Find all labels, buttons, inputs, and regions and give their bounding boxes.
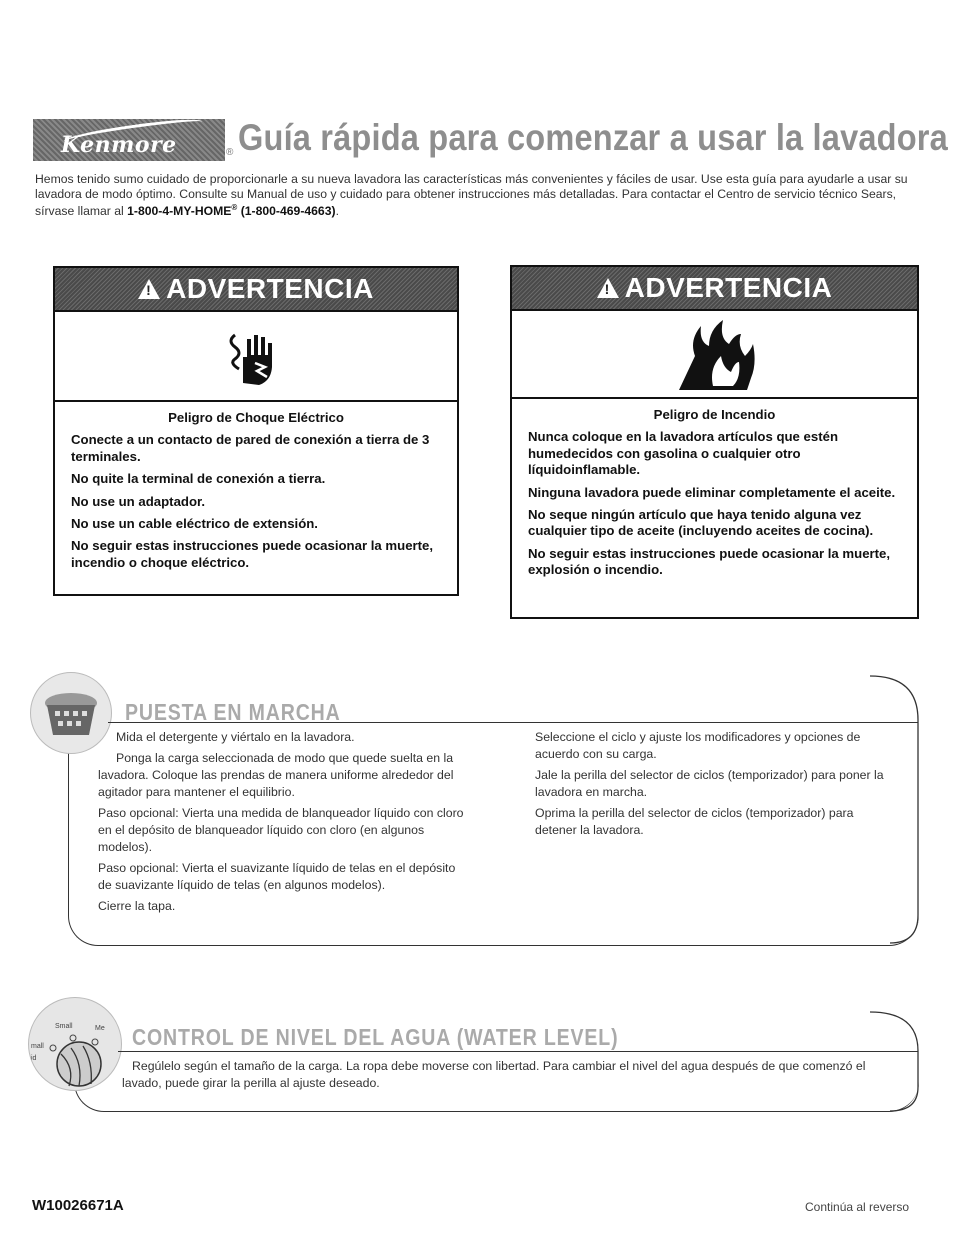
section-title-water: CONTROL DE NIVEL DEL AGUA (WATER LEVEL) [132,1024,619,1050]
intro-text: Hemos tenido sumo cuidado de proporcionarle a su nueva lavadora las características más convenientes y fáciles de usar. Use esta guía para ayudarle a usar su lavadora de modo óptimo. Consulte su Manual de uso y cuidado para obtener instrucciones más detalladas. Para contactar el Centro de servicio técnico Sears, sírvase llamar al [35,172,908,219]
electric-shock-hand-icon [55,310,457,402]
section-title-puesta: PUESTA EN MARCHA [125,699,341,725]
warning-line: No seguir estas instrucciones puede ocasionar la muerte, incendio o choque eléctrico. [71,538,434,570]
step-text: Paso opcional: Vierta una medida de blanqueador líquido con cloro en el depósito de blanqueador líquido con cloro (en algunos modelos). [98,806,464,854]
warning-triangle-icon [138,279,160,299]
intro-paragraph: Hemos tenido sumo cuidado de proporcionarle a su nueva lavadora las características más convenientes y fáciles de usar. Use esta guía para ayudarle a usar su lavadora de modo óptimo. Consulte su Manual de uso y cuidado para obtener instrucciones más detalladas. Para contactar el Centro de servicio técnico Sears, sírvase llamar al 1-800-4-MY-HOME® (1-800-469-4663). [35,172,908,219]
puesta-left-column [98,729,468,919]
kenmore-logo [33,119,225,161]
electric-shock-warning [53,266,459,596]
knob-label: mall [31,1043,44,1050]
warning-line: Conecte a un contacto de pared de conexión a tierra de 3 terminales. [71,432,430,464]
warning-line: No seque ningún artículo que haya tenido alguna vez cualquier tipo de aceite (incluyendo aceites de cocina). [528,507,874,539]
warning-line: No use un adaptador. [71,493,206,509]
warning-body [55,402,457,571]
warning-body [512,399,917,579]
knob-label: id [31,1055,37,1062]
step-text: Ponga la carga seleccionada de modo que quede suelta en la lavadora. Coloque las prendas de manera uniforme alrededor del agitador para mantener el equilibrio. [98,751,454,799]
warning-line: No use un cable eléctrico de extensión. [71,516,318,532]
logo-registered-mark: ® [226,147,234,158]
warning-heading: ! ADVERTENCIA [512,267,917,309]
knob-label: Me [95,1025,105,1032]
continue-note: Continúa al reverso [805,1200,910,1214]
water-level-knob-icon [28,997,122,1091]
fire-warning [510,265,919,619]
warning-subtitle: Peligro de Choque Eléctrico [168,410,344,425]
water-level-text: Regúlelo según el tamaño de la carga. La ropa debe moverse con libertad. Para cambiar el nivel del agua después de que comenzó el lavado, puede girar la perilla al ajuste deseado. [122,1059,866,1090]
logo-wordmark: Kenmore [61,132,177,158]
step-text: Mida el detergente y viértalo en la lavadora. [116,730,355,744]
warning-line: Ninguna lavadora puede eliminar completamente el aceite. [528,484,896,500]
fire-icon [512,309,917,399]
warning-subtitle: Peligro de Incendio [653,407,776,422]
document-code: W10026671A [32,1197,124,1214]
page-title: Guía rápida para comenzar a usar la lavadora [238,117,948,158]
knob-label: Small [55,1023,73,1030]
step-text: Oprima la perilla del selector de ciclos (temporizador) para detener la lavadora. [535,806,854,837]
section-rule [108,722,918,723]
puesta-right-column [535,729,890,843]
step-text: Cierre la tapa. [98,899,176,913]
warning-line: Nunca coloque en la lavadora artículos que estén humedecidos con gasolina o cualquier otro líquidoinflamable. [528,429,838,478]
step-text: Paso opcional: Vierta el suavizante líquido de telas en el depósito de suavizante líquido de telas (en algunos modelos). [98,861,456,892]
phone-number: 1-800-4-MY-HOME® (1-800-469-4663) [127,203,336,219]
warning-triangle-icon [597,278,619,298]
step-text: Seleccione el ciclo y ajuste los modificadores y opciones de acuerdo con su carga. [535,730,861,761]
warning-line: No seguir estas instrucciones puede ocasionar la muerte, explosión o incendio. [528,545,891,578]
warning-heading: ! ADVERTENCIA [55,268,457,310]
warning-line: No quite la terminal de conexión a tierra. [71,471,326,487]
step-text: Jale la perilla del selector de ciclos (temporizador) para poner la lavadora en marcha. [535,768,884,799]
section-rule [118,1051,918,1052]
